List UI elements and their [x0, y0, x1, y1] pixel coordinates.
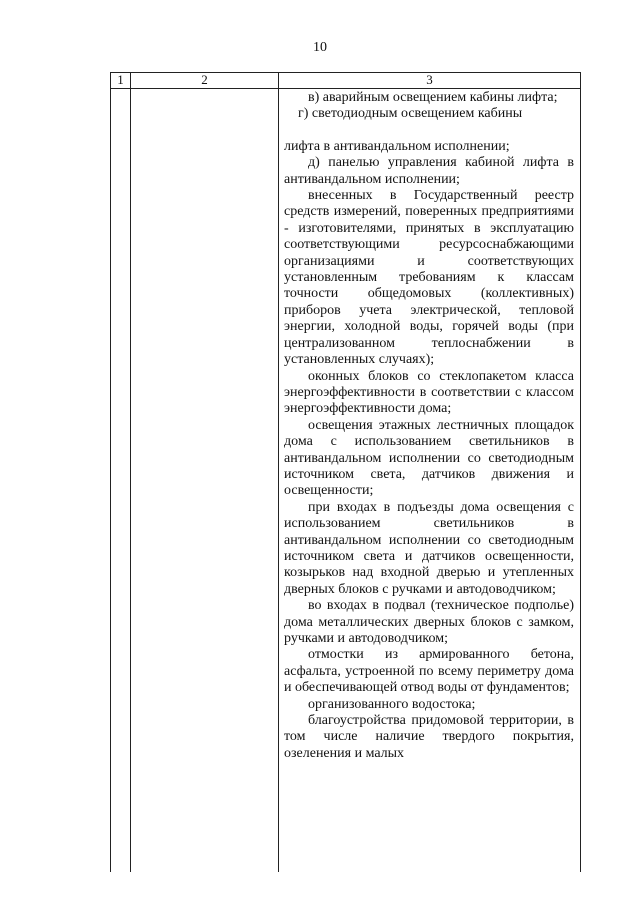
paragraph-drainage: организованного водостока;	[308, 696, 476, 712]
paragraph-led-lighting-start: г) светодиодным освещением кабины	[298, 106, 523, 122]
paragraph-blind-area: отмостки из армированного бетона, асфальта, устроенной по всему периметру дома и обеспечивающей отвод воды от фундаментов;	[284, 647, 574, 696]
paragraph-entrance-lighting: при входах в подъезды дома освещения с использованием светильников в антивандальном исполнении со светодиодным источником света и датчиков освещенности, козырьков над входной дверью и утепленных дверных блоков с ручками и автодоводчиком;	[284, 499, 574, 597]
column-header-1: 1	[117, 72, 124, 87]
column-divider-2	[278, 72, 279, 872]
column-header-2: 2	[201, 72, 208, 87]
column-header-3: 3	[426, 72, 433, 87]
paragraph-control-panel: д) панелью управления кабиной лифта в антивандальном исполнении;	[284, 155, 574, 187]
column-3-content	[284, 90, 574, 762]
paragraph-stair-lighting: освещения этажных лестничных площадок дома с использованием светильников в антивандальном исполнении со светодиодным источником света, датчиков движения и освещенности;	[284, 417, 574, 499]
table-header-border	[110, 88, 581, 89]
paragraph-window-blocks: оконных блоков со стеклопакетом класса энергоэффективности в соответствии с классом энергоэффективности дома;	[284, 368, 574, 417]
column-divider-1	[130, 72, 131, 872]
page-number: 10	[313, 40, 327, 55]
paragraph-led-lighting-end: лифта в антивандальном исполнении;	[284, 138, 510, 154]
paragraph-landscaping: благоустройства придомовой территории, в том числе наличие твердого покрытия, озеленения и малых	[284, 713, 574, 761]
paragraph-metering-devices: внесенных в Государственный реестр средств измерений, поверенных предприятиями - изготовителями, принятых в эксплуатацию соответствующими ресурсоснабжающими организациями и соответствующих установленным требованиям к классам точности общедомовых (коллективных) приборов учета электрической, тепловой энергии, холодной воды, горячей воды (при централизованном теплоснабжении в установленных случаях);	[284, 188, 574, 368]
paragraph-emergency-lighting: в) аварийным освещением кабины лифта;	[308, 90, 558, 105]
paragraph-basement-doors: во входах в подвал (техническое подполье) дома металлических дверных блоков с замком, ручками и автодоводчиком;	[284, 598, 574, 646]
